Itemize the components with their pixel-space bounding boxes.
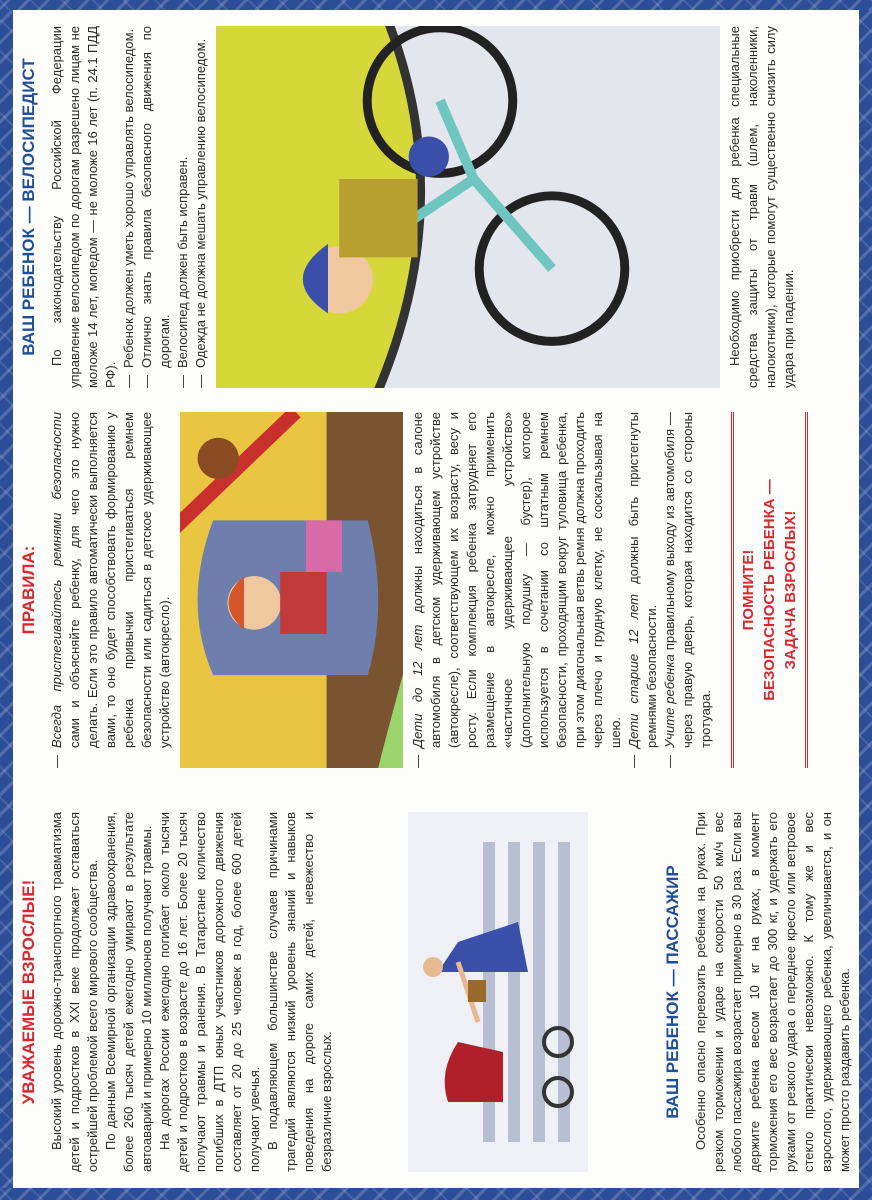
section-title: УВАЖАЕМЫЕ ВЗРОСЛЫЕ! <box>19 879 38 1105</box>
illustration-child-on-bicycle <box>216 26 720 388</box>
rule-text: должны быть пристегнуты ремнями безопасности. <box>626 412 659 748</box>
paragraph: На дорогах России ежегодно погибает около тысячи детей и подростков в возрасте до 16 лет. Более 20 тысяч получают травмы и ранения. В Татарстане количество погибших в ДТП юных участников дорожного движения составляет от 20 до 25 человек в год, более 600 детей получают увечья. <box>157 812 262 1172</box>
rule-text: правильному выходу из автомобиля — через правую дверь, которая находится со стороны тротуара. <box>662 411 713 748</box>
paragraph: Необходимо приобрести для ребенка специальные средства защиты от травм (шлем, наколенники, налокотники), которые помогут существенно снизить силу удара при падении. <box>727 26 796 388</box>
rules-list <box>409 412 715 768</box>
callout-line: ЗАДАЧА ВЗРОСЛЫХ! <box>782 510 799 670</box>
decorative-border-top <box>0 0 13 1200</box>
callout-line: ПОМНИТЕ! <box>740 549 757 631</box>
column-dear-adults <box>16 812 854 1172</box>
rule-item <box>409 412 625 768</box>
paragraph: По законодательству Российской Федерации управление велосипедом по дорогам разрешено лицам не моложе 14 лет, мопедом — не моложе 16 лет (п. 24.1 ПДД РФ). <box>49 26 118 388</box>
column-rules <box>16 412 854 768</box>
bullet-item: — Отлично знать правила безопасного движения по дорогам. <box>138 26 174 388</box>
rule-emphasis: Всегда пристегивайтесь ремнями безопасности <box>49 412 64 748</box>
bullet-item: — Ребенок должен уметь хорошо управлять велосипедом. <box>120 26 138 388</box>
illustration-child-in-car-seat <box>180 412 403 768</box>
bullet-item: — Одежда не должна мешать управлению велосипедом. <box>192 26 210 388</box>
rule-item <box>48 412 174 768</box>
spacer <box>804 26 854 388</box>
spacer <box>814 412 854 768</box>
rule-emphasis: Дети старше 12 лет <box>626 593 641 748</box>
column-cyclist <box>16 26 854 388</box>
remember-callout <box>731 412 808 768</box>
rule-item <box>661 412 715 768</box>
decorative-border-left <box>0 1188 872 1200</box>
closing-text <box>726 26 798 388</box>
rule-emphasis: Учите ребенка <box>662 654 677 748</box>
callout-line: БЕЗОПАСНОСТЬ РЕБЕНКА — <box>761 479 778 701</box>
passenger-text <box>692 812 854 1172</box>
rule-text: сами и объясняйте ребенку, для чего это нужно делать. Если это правило автоматически выполняется вами, то оно будет способствовать формированию у ребенка привычки пристегиваться ремнем безопасности или садиться в детское удерживающее устройство (автокресло). <box>67 412 172 748</box>
rule-text: должны находиться в салоне автомобиля в детском удерживающем устройстве (автокресле), соответствующем их возрасту, весу и росту. Если комплекция ребенка затрудняет его размещение в автокресле, можно применить «частичное удерживающее устройство» (дополнительную подушку — бустер), которое используется в сочетании со штатным ремнем безопасности, проходящим вокруг туловища ребенка, при этом диагональная ветвь ремня должна проходить через плечо и грудную клетку, не соскальзывая на шею. <box>410 412 623 748</box>
section-title: ПРАВИЛА: <box>19 545 38 635</box>
illustration-woman-with-stroller <box>342 812 654 1172</box>
rule-emphasis: Дети до 12 лет <box>410 624 425 748</box>
paragraph: В подавляющем большинстве случаев причинами трагедий являются низкий уровень знаний и навыков поведения на дороге самих детей, невежество и безразличие взрослых. <box>265 812 334 1172</box>
bullet-item: — Велосипед должен быть исправен. <box>174 26 192 388</box>
paragraph: По данным Всемирной организации здравоохранения, более 260 тысяч детей ежегодно умирают в результате автоаварий и примерно 10 миллионов получают травмы. <box>103 812 154 1172</box>
decorative-border-bottom <box>859 0 872 1200</box>
section-subtitle-passenger: ВАШ РЕБЕНОК — ПАССАЖИР <box>663 865 682 1119</box>
paragraph: Особенно опасно перевозить ребенка на руках. При резком торможении и ударе на скорости 50 км/ч вес любого пассажира возрастает примерно в 30 раз. Если вы держите ребенка весом 10 кг на руках, в момент торможения его вес возрастает до 300 кг, и удержать его руками от резкого удара о переднее кресло или ветровое стекло практически невозможно. К тому же и вес взрослого, удерживающего ребенка, увеличивается, и он может просто раздавить ребенка. <box>693 812 852 1172</box>
section-title: ВАШ РЕБЕНОК — ВЕЛОСИПЕДИСТ <box>19 58 38 356</box>
cyclist-text <box>48 26 210 388</box>
rule-item <box>625 412 661 768</box>
intro-text <box>48 812 336 1172</box>
paragraph: Высокий уровень дорожно-транспортного травматизма детей и подростков в XXI веке продолжает оставаться острейшей проблемой всего мирового сообщества. <box>49 812 100 1172</box>
decorative-border-right <box>0 0 872 10</box>
